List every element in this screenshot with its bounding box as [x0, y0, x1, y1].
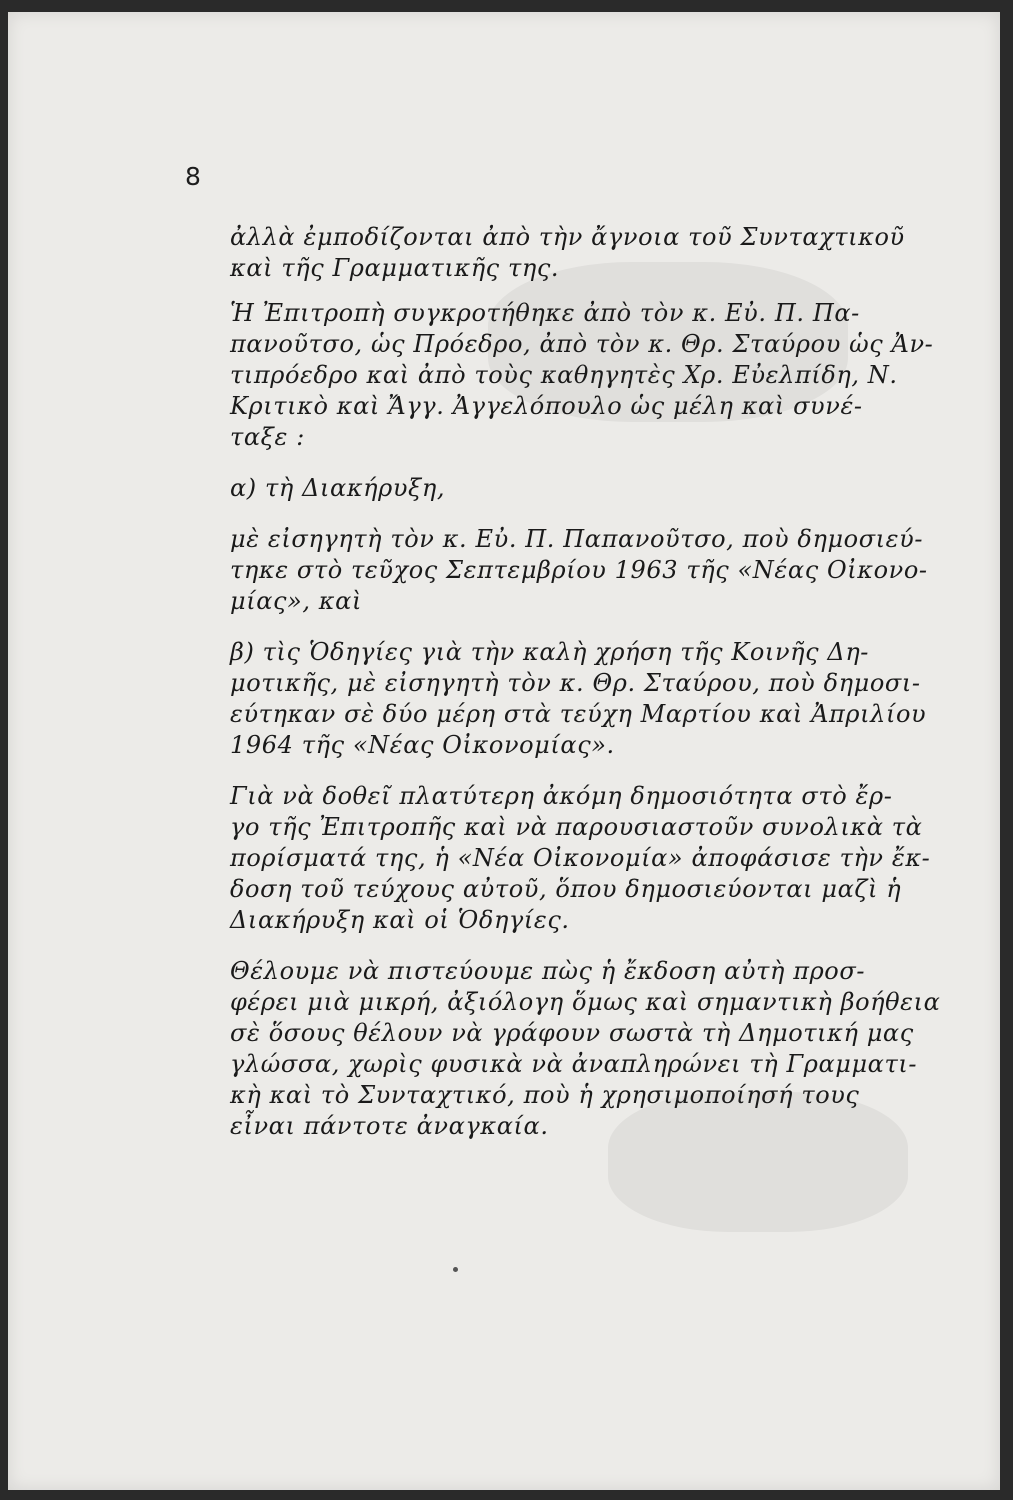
- ink-speck: [453, 1267, 458, 1272]
- text-line: δοση τοῦ τεύχους αὐτοῦ, ὅπου δημοσιεύονται μαζὶ ἡ: [230, 875, 902, 903]
- paragraph: [230, 637, 927, 761]
- page-number: 8: [185, 162, 201, 191]
- text-line: Κριτικὸ καὶ Ἄγγ. Ἀγγελόπουλο ὡς μέλη καὶ συνέ-: [230, 392, 863, 420]
- paragraph: [230, 222, 910, 284]
- text-line: Διακήρυξη καὶ οἱ Ὁδηγίες.: [230, 906, 570, 934]
- paragraph: [230, 524, 928, 617]
- text-line: γλώσσα, χωρὶς φυσικὰ νὰ ἀναπληρώνει τὴ Γραμματι-: [230, 1050, 918, 1078]
- paragraph: [230, 473, 910, 504]
- text-line: τηκε στὸ τεῦχος Σεπτεμβρίου 1963 τῆς «Νέας Οἰκονο-: [230, 556, 928, 584]
- paragraph: [230, 298, 934, 453]
- text-line: σὲ ὅσους θέλουν νὰ γράφουν σωστὰ τὴ Δημοτική μας: [230, 1019, 914, 1047]
- text-line: εἶναι πάντοτε ἀναγκαία.: [230, 1112, 549, 1140]
- body-text: [230, 222, 941, 1142]
- text-line: ταξε :: [230, 423, 305, 451]
- text-line: μοτικῆς, μὲ εἰσηγητὴ τὸν κ. Θρ. Σταύρου, ποὺ δημοσι-: [230, 669, 921, 697]
- text-line: Γιὰ νὰ δοθεῖ πλατύτερη ἀκόμη δημοσιότητα στὸ ἔρ-: [230, 782, 893, 810]
- text-line: κὴ καὶ τὸ Συνταχτικό, ποὺ ἡ χρησιμοποίησή τους: [230, 1081, 860, 1109]
- paragraph: [230, 956, 941, 1142]
- text-line: ἀλλὰ ἐμποδίζονται ἀπὸ τὴν ἄγνοια τοῦ Συνταχτικοῦ: [230, 223, 905, 251]
- text-line: μὲ εἰσηγητὴ τὸν κ. Εὐ. Π. Παπανοῦτσο, ποὺ δημοσιεύ-: [230, 525, 924, 553]
- text-line: πανοῦτσο, ὡς Πρόεδρο, ἀπὸ τὸν κ. Θρ. Σταύρου ὡς Ἀν-: [230, 330, 934, 358]
- text-line: α) τὴ Διακήρυξη,: [230, 474, 446, 502]
- text-line: 1964 τῆς «Νέας Οἰκονομίας».: [230, 731, 615, 759]
- text-line: Θέλουμε νὰ πιστεύουμε πὼς ἡ ἔκδοση αὐτὴ προσ-: [230, 957, 866, 985]
- text-line: εύτηκαν σὲ δύο μέρη στὰ τεύχη Μαρτίου καὶ Ἀπριλίου: [230, 700, 927, 728]
- document-page: [8, 12, 1000, 1490]
- text-line: μίας», καὶ: [230, 587, 362, 615]
- text-line: φέρει μιὰ μικρή, ἀξιόλογη ὅμως καὶ σημαντικὴ βοήθεια: [230, 988, 941, 1016]
- text-line: γο τῆς Ἐπιτροπῆς καὶ νὰ παρουσιαστοῦν συνολικὰ τὰ: [230, 813, 923, 841]
- paragraph: [230, 781, 931, 936]
- text-line: Ἡ Ἐπιτροπὴ συγκροτήθηκε ἀπὸ τὸν κ. Εὐ. Π. Πα-: [230, 299, 860, 327]
- text-line: πορίσματά της, ἡ «Νέα Οἰκονομία» ἀποφάσισε τὴν ἔκ-: [230, 844, 931, 872]
- text-line: καὶ τῆς Γραμματικῆς της.: [230, 254, 560, 282]
- text-line: τιπρόεδρο καὶ ἀπὸ τοὺς καθηγητὲς Χρ. Εὐελπίδη, Ν.: [230, 361, 898, 389]
- text-line: β) τὶς Ὁδηγίες γιὰ τὴν καλὴ χρήση τῆς Κοινῆς Δη-: [230, 638, 870, 666]
